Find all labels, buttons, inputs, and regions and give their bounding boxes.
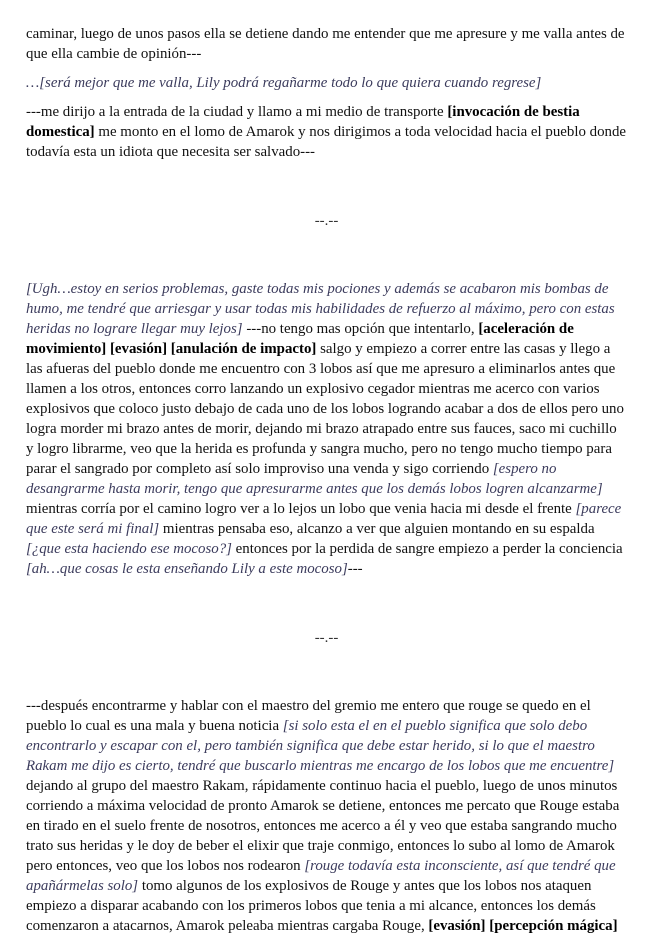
thought-text: [Ugh…estoy en serios problemas, gaste todas mis pociones y además se acabaron mis bombas de humo, me tendré que arriesgar y usar todas mis habilidades de refuerzo al máximo, pero con estas heridas no lograre llegar muy lejos] xyxy=(26,281,615,337)
paragraph-2-thought: …[será mejor que me valla, Lily podrá regañarme todo lo que quiera cuando regrese] xyxy=(26,75,542,91)
paragraph-4 xyxy=(26,279,627,579)
skill-aceleracion: [aceleración de movimiento] xyxy=(26,321,574,357)
paragraph-5 xyxy=(26,696,627,936)
thought-text: [¿que esta haciendo ese mocoso?] xyxy=(26,541,232,557)
paragraph-4-text: --- xyxy=(347,561,363,577)
section-separator: --.-- xyxy=(314,630,339,646)
paragraph-gap xyxy=(26,64,627,73)
paragraph-4-text: mientras corría por el camino logro ver a lo lejos un lobo que venia hacia mi desde el frente xyxy=(26,501,576,517)
paragraph-5-text: tomo algunos de los explosivos de Rouge y antes que los lobos nos ataquen empiezo a disparar acabando con los primeros lobos que tenia a mi alcance, entonces los demás comenzaron a atacarnos, Amarok peleaba mientras cargaba Rouge, xyxy=(26,878,596,934)
thought-text: [rouge todavía esta inconsciente, así que tendré que apañármelas solo] xyxy=(26,858,616,894)
thought-text: [ah…que cosas le esta enseñando Lily a este mocoso] xyxy=(26,561,348,577)
paragraph-4-text: mientras pensaba eso, alcanzo a ver que alguien montando en su espalda xyxy=(159,521,595,537)
skill-invocacion: [invocación de bestia domestica] xyxy=(26,104,580,140)
paragraph-5-text: ---después encontrarme y hablar con el maestro del gremio me entero que rouge se quedo en el pueblo lo cual es una mala y buena noticia xyxy=(26,698,591,734)
paragraph-5-text: dejando al grupo del maestro Rakam, rápidamente continuo hacia el pueblo, luego de unos minutos corriendo a máxima velocidad de pronto Amarok se detiene, entonces me percato que Rouge estaba en tirado en el suelo frente de nosotros, entonces me acerco a él y veo que estaba sangrando mucho trato sus heridas y le doy de beber el elixir que traje conmigo, entonces lo subo al lomo de Amarok pero entonces, veo que los lobos nos rodearon xyxy=(26,778,620,874)
paragraph-gap xyxy=(26,93,627,102)
skill-percepcion: [percepción mágica] xyxy=(489,918,618,934)
skill-anulacion: [anulación de impacto] xyxy=(170,341,317,357)
section-separator: --.-- xyxy=(314,213,339,229)
thought-text: [si solo esta el en el pueblo significa que solo debo encontrarlo y escapar con el, pero también significa que debe estar herido, si lo que el maestro Rakam me dijo es cierto, tendré que buscarlo mientras me encargo de los lobos que me encuentre] xyxy=(26,718,615,774)
skill-evasion: [evasión] xyxy=(428,918,486,934)
paragraph-4-text: entonces por la perdida de sangre empiezo a perder la conciencia xyxy=(231,541,623,557)
paragraph-1: caminar, luego de unos pasos ella se detiene dando me entender que me apresure y me valla antes de que ella cambie de opinión--- xyxy=(26,26,625,62)
paragraph-4-text: ---no tengo mas opción que intentarlo, xyxy=(242,321,479,337)
thought-text: [espero no desangrarme hasta morir, tengo que apresurarme antes que los demás lobos logren alcanzarme] xyxy=(26,461,603,497)
paragraph-3-text: ---me dirijo a la entrada de la ciudad y llamo a mi medio de transporte xyxy=(26,104,448,120)
paragraph-3-text: me monto en el lomo de Amarok y nos dirigimos a toda velocidad hacia el pueblo donde todavía esta un idiota que necesita ser salvado--- xyxy=(26,124,627,160)
skill-evasion: [evasión] xyxy=(109,341,168,357)
paragraph-3 xyxy=(26,102,627,162)
paragraph-4-text: salgo y empiezo a correr entre las casas y llego a las afueras del pueblo donde me encuentro con 3 lobos así que me apresuro a eliminarlos antes que llamen a los otros, entonces corro lanzando un explosivo cegador mientras me acerco con varios explosivos que coloco justo debajo de cada uno de los lobos logrando acabar a dos de ellos pero uno logra morder mi brazo antes de morir, dejando mi brazo atrapado entre sus fauces, saco mi cuchillo y logro librarme, veo que la herida es profunda y sangra mucho, pero no tengo mucho tiempo para parar el sangrado por completo así solo improviso una venda y sigo corriendo xyxy=(26,341,624,477)
thought-text: [parece que este será mi final] xyxy=(26,501,622,537)
